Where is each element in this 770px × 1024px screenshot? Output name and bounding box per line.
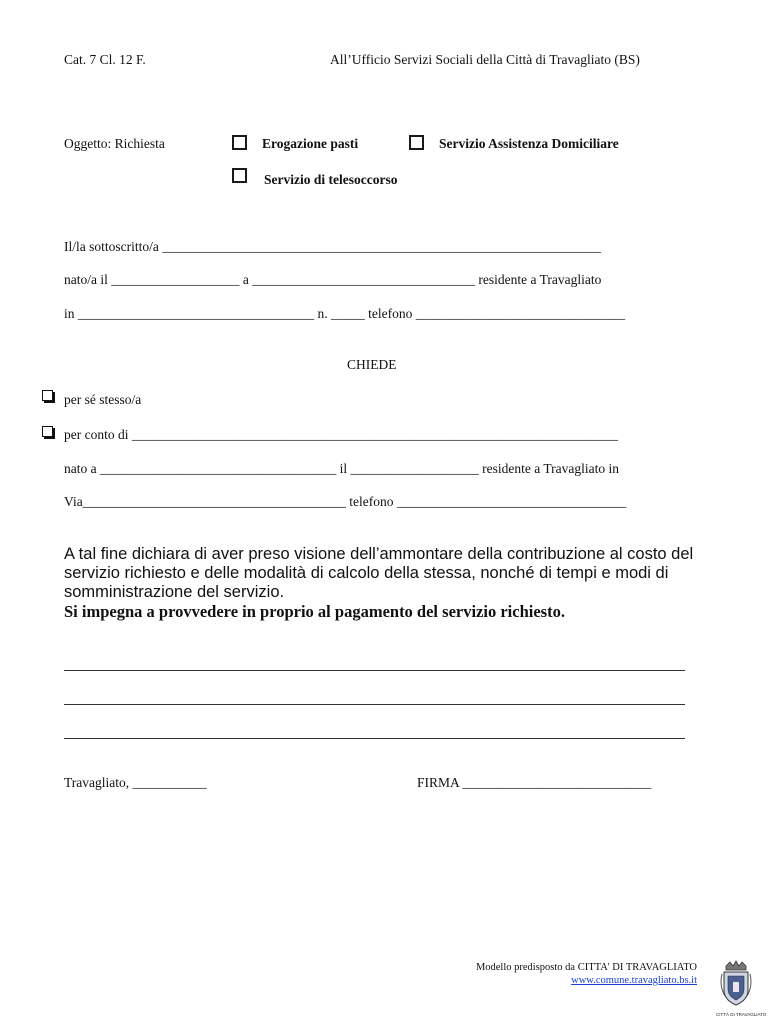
request-title: CHIEDE xyxy=(347,357,397,372)
option-telesoccorso: Servizio di telesoccorso xyxy=(264,172,398,187)
footer xyxy=(476,961,697,987)
blank-line-1[interactable] xyxy=(64,670,685,671)
checkbox-erogazione-pasti[interactable] xyxy=(232,135,247,150)
city-logo xyxy=(716,960,767,1017)
place-date-field[interactable]: Travagliato, ___________ xyxy=(64,775,207,790)
logo-caption: CITTÀ DI TRAVAGLIATO xyxy=(716,1012,767,1017)
checkbox-self[interactable] xyxy=(42,390,53,401)
option-self: per sé stesso/a xyxy=(64,392,142,407)
recipient-office: All’Ufficio Servizi Sociali della Città di Travagliato (BS) xyxy=(330,52,640,67)
category-code: Cat. 7 Cl. 12 F. xyxy=(64,52,146,67)
option-erogazione-pasti: Erogazione pasti xyxy=(262,136,359,151)
applicant-birth-line[interactable]: nato/a il ___________________ a _________________________________ residente a Travagliato xyxy=(64,272,602,287)
declaration-text: A tal fine dichiara di aver preso visione dell’ammontare della contribuzione al costo del servizio richiesto e delle modalità di calcolo della stessa, nonché di tempi e modi di somministrazione del servizio. xyxy=(64,545,694,601)
beneficiary-birth-line[interactable]: nato a ___________________________________ il ___________________ residente a Travagliato in xyxy=(64,461,619,476)
applicant-address-line[interactable]: in ___________________________________ n. _____ telefono _______________________________ xyxy=(64,306,625,321)
footer-link[interactable]: www.comune.travagliato.bs.it xyxy=(571,975,697,986)
footer-note: Modello predisposto da CITTA' DI TRAVAGLIATO xyxy=(475,962,697,973)
subject-label: Oggetto: Richiesta xyxy=(64,136,165,151)
checkbox-telesoccorso[interactable] xyxy=(232,168,247,183)
beneficiary-address-line[interactable]: Via_______________________________________ telefono __________________________________ xyxy=(64,494,627,509)
option-assistenza-domiciliare: Servizio Assistenza Domiciliare xyxy=(439,136,619,151)
checkbox-other[interactable] xyxy=(42,426,53,437)
payment-commitment: Si impegna a provvedere in proprio al pagamento del servizio richiesto. xyxy=(64,602,565,621)
declaration-paragraph xyxy=(64,545,694,621)
coat-of-arms-icon xyxy=(716,960,756,1008)
signature-field[interactable]: FIRMA ____________________________ xyxy=(417,775,652,790)
option-other-line[interactable]: per conto di ________________________________________________________________________ xyxy=(64,427,618,442)
blank-line-2[interactable] xyxy=(64,704,685,705)
applicant-name-line[interactable]: Il/la sottoscritto/a _________________________________________________________________ xyxy=(64,239,601,254)
blank-line-3[interactable] xyxy=(64,738,685,739)
checkbox-assistenza-domiciliare[interactable] xyxy=(409,135,424,150)
